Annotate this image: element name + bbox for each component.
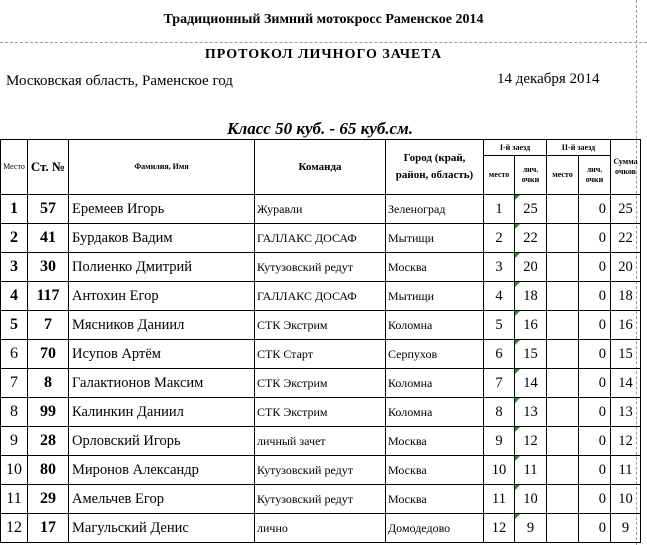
- row-total-points: 16: [611, 311, 641, 340]
- row-place: 4: [1, 282, 28, 311]
- row-race2-points: 0: [579, 282, 611, 311]
- row-race2-points: 0: [579, 340, 611, 369]
- class-heading: Класс 50 куб. - 65 куб.см.: [227, 119, 413, 138]
- row-city: Москва: [386, 456, 484, 485]
- row-city: Коломна: [386, 398, 484, 427]
- row-start-number: 57: [28, 195, 69, 224]
- page-boundary-top: [0, 42, 647, 43]
- row-race2-points: 0: [579, 224, 611, 253]
- row-rider-name: Полиенко Дмитрий: [69, 253, 255, 282]
- document-title: Традиционный Зимний мотокросс Раменское 2014: [163, 12, 484, 27]
- row-race1-points: 12: [515, 427, 547, 456]
- row-race2-points: 0: [579, 398, 611, 427]
- row-start-number: 117: [28, 282, 69, 311]
- col-race1-place-header: место: [484, 156, 515, 195]
- row-place: 6: [1, 340, 28, 369]
- row-total-points: 10: [611, 485, 641, 514]
- row-race2-points: 0: [579, 253, 611, 282]
- row-city: Зеленоград: [386, 195, 484, 224]
- row-total-points: 18: [611, 282, 641, 311]
- row-race1-points: 25: [515, 195, 547, 224]
- row-place: 11: [1, 485, 28, 514]
- row-team: Кутузовский редут: [255, 456, 386, 485]
- row-place: 9: [1, 427, 28, 456]
- row-race2-place: [547, 456, 579, 485]
- table-row: [1, 195, 641, 224]
- row-team: ГАЛЛАКС ДОСАФ: [255, 282, 386, 311]
- row-race1-place: 11: [484, 485, 515, 514]
- row-race1-place: 12: [484, 514, 515, 543]
- row-total-points: 20: [611, 253, 641, 282]
- table-row: [1, 369, 641, 398]
- row-start-number: 30: [28, 253, 69, 282]
- row-race1-place: 5: [484, 311, 515, 340]
- col-number-header: Ст. №: [28, 140, 69, 195]
- row-race1-place: 8: [484, 398, 515, 427]
- row-team: СТК Экстрим: [255, 398, 386, 427]
- row-race2-place: [547, 253, 579, 282]
- results-table: [0, 139, 641, 543]
- row-total-points: 22: [611, 224, 641, 253]
- row-start-number: 29: [28, 485, 69, 514]
- row-team: Кутузовский редут: [255, 253, 386, 282]
- row-city: Мытищи: [386, 282, 484, 311]
- row-race2-place: [547, 514, 579, 543]
- row-start-number: 7: [28, 311, 69, 340]
- row-race2-place: [547, 398, 579, 427]
- col-team-header: Команда: [255, 140, 386, 195]
- row-race2-place: [547, 282, 579, 311]
- row-race1-points: 22: [515, 224, 547, 253]
- row-race2-place: [547, 195, 579, 224]
- row-rider-name: Бурдаков Вадим: [69, 224, 255, 253]
- row-start-number: 99: [28, 398, 69, 427]
- table-row: [1, 282, 641, 311]
- row-race1-place: 3: [484, 253, 515, 282]
- row-race2-points: 0: [579, 456, 611, 485]
- event-location: Московская область, Раменское год: [6, 73, 233, 89]
- row-race2-place: [547, 485, 579, 514]
- row-race2-place: [547, 340, 579, 369]
- row-race1-points: 18: [515, 282, 547, 311]
- row-total-points: 15: [611, 340, 641, 369]
- row-place: 10: [1, 456, 28, 485]
- row-start-number: 28: [28, 427, 69, 456]
- col-place-header: Место: [1, 140, 28, 195]
- row-race2-place: [547, 224, 579, 253]
- row-team: ГАЛЛАКС ДОСАФ: [255, 224, 386, 253]
- row-race2-points: 0: [579, 195, 611, 224]
- table-row: [1, 485, 641, 514]
- row-total-points: 13: [611, 398, 641, 427]
- row-race2-place: [547, 427, 579, 456]
- table-row: [1, 514, 641, 543]
- row-race2-points: 0: [579, 311, 611, 340]
- row-team: СТК Старт: [255, 340, 386, 369]
- row-team: СТК Экстрим: [255, 369, 386, 398]
- row-race2-points: 0: [579, 427, 611, 456]
- row-place: 12: [1, 514, 28, 543]
- row-place: 8: [1, 398, 28, 427]
- row-total-points: 9: [611, 514, 641, 543]
- table-row: [1, 398, 641, 427]
- row-team: Кутузовский редут: [255, 485, 386, 514]
- row-total-points: 14: [611, 369, 641, 398]
- col-name-header: Фамилия, Имя: [69, 140, 255, 195]
- row-team: лично: [255, 514, 386, 543]
- table-row: [1, 253, 641, 282]
- row-team: личный зачет: [255, 427, 386, 456]
- row-start-number: 80: [28, 456, 69, 485]
- col-race1-header: I-й заезд: [484, 140, 547, 156]
- row-start-number: 8: [28, 369, 69, 398]
- row-race2-points: 0: [579, 369, 611, 398]
- row-start-number: 70: [28, 340, 69, 369]
- row-race1-points: 14: [515, 369, 547, 398]
- row-race1-points: 10: [515, 485, 547, 514]
- row-rider-name: Амельчев Егор: [69, 485, 255, 514]
- row-city: Москва: [386, 427, 484, 456]
- results-body: [1, 195, 641, 543]
- row-city: Москва: [386, 253, 484, 282]
- row-rider-name: Калинкин Даниил: [69, 398, 255, 427]
- row-race1-points: 11: [515, 456, 547, 485]
- row-rider-name: Антохин Егор: [69, 282, 255, 311]
- row-race2-points: 0: [579, 485, 611, 514]
- row-race1-place: 1: [484, 195, 515, 224]
- table-row: [1, 340, 641, 369]
- row-rider-name: Еремеев Игорь: [69, 195, 255, 224]
- col-city-header: Город (край, район, область): [386, 140, 484, 195]
- row-city: Коломна: [386, 311, 484, 340]
- row-race1-points: 9: [515, 514, 547, 543]
- row-city: Домодедово: [386, 514, 484, 543]
- row-race1-points: 16: [515, 311, 547, 340]
- row-race1-place: 9: [484, 427, 515, 456]
- col-race2-place-header: место: [547, 156, 579, 195]
- row-total-points: 11: [611, 456, 641, 485]
- table-row: [1, 224, 641, 253]
- row-rider-name: Исупов Артём: [69, 340, 255, 369]
- row-race2-points: 0: [579, 514, 611, 543]
- row-city: Мытищи: [386, 224, 484, 253]
- row-rider-name: Галактионов Максим: [69, 369, 255, 398]
- row-rider-name: Орловский Игорь: [69, 427, 255, 456]
- row-place: 7: [1, 369, 28, 398]
- row-city: Коломна: [386, 369, 484, 398]
- row-race1-place: 7: [484, 369, 515, 398]
- col-race1-points-header: лич. очки: [515, 156, 547, 195]
- col-race2-points-header: лич. очки: [579, 156, 611, 195]
- row-team: Журавли: [255, 195, 386, 224]
- row-place: 3: [1, 253, 28, 282]
- table-row: [1, 311, 641, 340]
- row-rider-name: Магульский Денис: [69, 514, 255, 543]
- row-race1-points: 15: [515, 340, 547, 369]
- row-city: Серпухов: [386, 340, 484, 369]
- row-start-number: 17: [28, 514, 69, 543]
- row-race2-place: [547, 311, 579, 340]
- row-start-number: 41: [28, 224, 69, 253]
- row-rider-name: Мясников Даниил: [69, 311, 255, 340]
- row-race1-points: 20: [515, 253, 547, 282]
- row-total-points: 25: [611, 195, 641, 224]
- row-place: 5: [1, 311, 28, 340]
- row-race1-place: 10: [484, 456, 515, 485]
- row-race2-place: [547, 369, 579, 398]
- row-team: СТК Экстрим: [255, 311, 386, 340]
- row-race1-place: 6: [484, 340, 515, 369]
- row-place: 1: [1, 195, 28, 224]
- row-rider-name: Миронов Александр: [69, 456, 255, 485]
- row-total-points: 12: [611, 427, 641, 456]
- col-total-header: Сумма очков: [611, 140, 641, 195]
- protocol-subtitle: ПРОТОКОЛ ЛИЧНОГО ЗАЧЕТА: [204, 47, 443, 62]
- event-date: 14 декабря 2014: [497, 71, 600, 87]
- table-row: [1, 456, 641, 485]
- row-race1-points: 13: [515, 398, 547, 427]
- table-row: [1, 427, 641, 456]
- row-city: Москва: [386, 485, 484, 514]
- col-race2-header: II-й заезд: [547, 140, 611, 156]
- row-place: 2: [1, 224, 28, 253]
- row-race1-place: 4: [484, 282, 515, 311]
- row-race1-place: 2: [484, 224, 515, 253]
